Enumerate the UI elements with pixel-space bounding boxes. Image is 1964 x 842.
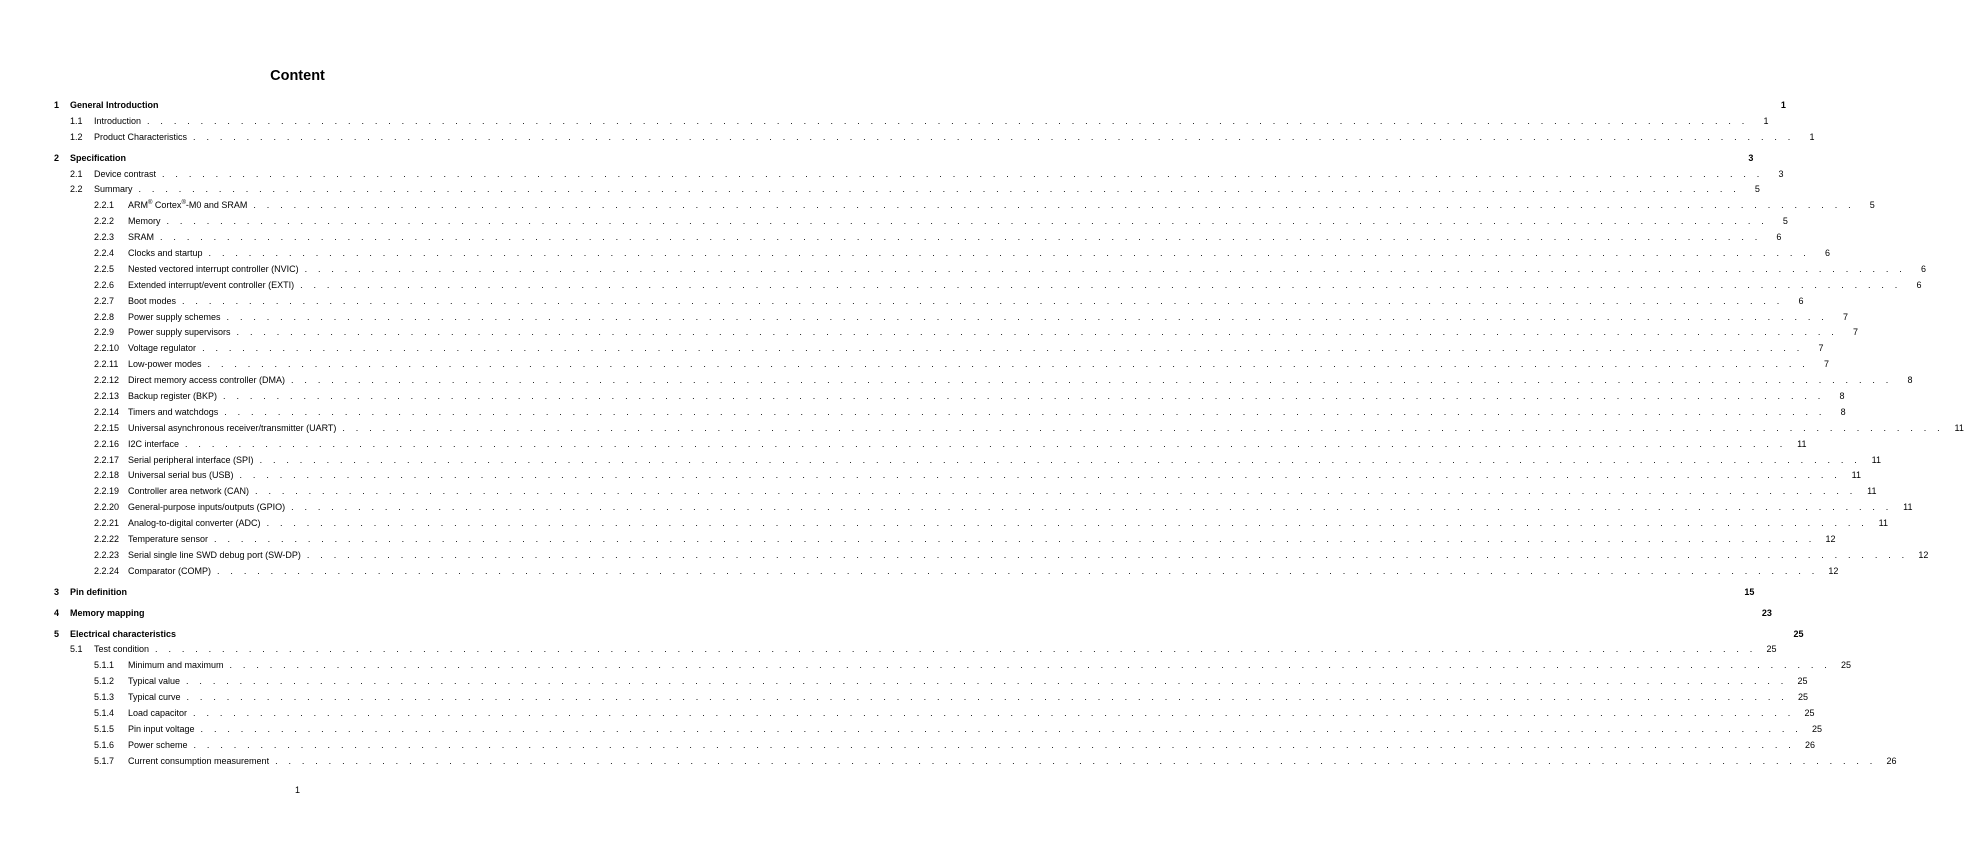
toc-entry-number: 5: [54, 628, 60, 639]
toc-dot-leader: . . . . . . . . . . . . . . . . . . . . . . . . . . . . . . . . . . . . . . . . . . . . . . . . . . . . . . . . . . . . . . . . . . . . . . . . . . . . . . . . . . . . . . . . . . . . . . . . . . . . . . . . . . . . . . . . . . . . . . . .: [255, 486, 1857, 497]
toc-subsection-entry[interactable]: [0, 389, 1845, 405]
toc-entry-number: 2.2.19: [94, 486, 120, 497]
toc-entry-page: 25: [1811, 723, 1822, 734]
toc-entry-number: 2.2: [70, 184, 83, 195]
toc-dot-leader: . . . . . . . . . . . . . . . . . . . . . . . . . . . . . . . . . . . . . . . . . . . . . . . . . . . . . . . . . . . . . . . . . . . . . . . . . . . . . . . . . . . . . . . . . . . . . . . . . . . . . . . . . . . . . . . . . . . . . . . .: [259, 454, 1861, 465]
toc-dot-leader: . . . . . . . . . . . . . . . . . . . . . . . . . . . . . . . . . . . . . . . . . . . . . . . . . . . . . . . . . . . . . . . . . . . . . . . . . . . . . . . . . . . . . . . . . . . . . . . . . . . . . . . . . . . . . . . . . . . . . . . .: [236, 327, 1838, 338]
toc-chapter-entry[interactable]: [0, 585, 1755, 601]
toc-entry-title: Typical value: [128, 676, 181, 687]
toc-chapter-entry[interactable]: [0, 627, 1804, 643]
toc-dot-leader: . . . . . . . . . . . . . . . . . . . . . . . . . . . . . . . . . . . . . . . . . . . . . . . . . . . . . . . . . . . . . . . . . . . . . . . . . . . . . . . . . . . . . . . . . . . . . . . . . . . . . . . . . . . . . . . . . . . . . . . .: [155, 644, 1757, 655]
toc-subsection-entry[interactable]: [0, 500, 1913, 516]
toc-dot-leader: . . . . . . . . . . . . . . . . . . . . . . . . . . . . . . . . . . . . . . . . . . . . . . . . . . . . . . . . . . . . . . . . . . . . . . . . . . . . . . . . . . . . . . . . . . . . . . . . . . . . . . . . . . . . . . . . . . . . . . . .: [291, 502, 1893, 513]
toc-dot-leader: . . . . . . . . . . . . . . . . . . . . . . . . . . . . . . . . . . . . . . . . . . . . . . . . . . . . . . . . . . . . . . . . . . . . . . . . . . . . . . . . . . . . . . . . . . . . . . . . . . . . . . . . . . . . . . . . . . . . . . . .: [224, 406, 1826, 417]
toc-dot-leader: . . . . . . . . . . . . . . . . . . . . . . . . . . . . . . . . . . . . . . . . . . . . . . . . . . . . . . . . . . . . . . . . . . . . . . . . . . . . . . . . . . . . . . . . . . . . . . . . . . . . . . . . . . . . . . . . . . . . . . . .: [186, 692, 1788, 703]
toc-entry-number: 5.1.5: [94, 723, 115, 734]
toc-dot-leader: . . . . . . . . . . . . . . . . . . . . . . . . . . . . . . . . . . . . . . . . . . . . . . . . . . . . . . . . . . . . . . . . . . . . . . . . . . . . . . . . . . . . . . . . . . . . . . . . . . . . . . . . . . . . . . . . . . . . . . . .: [160, 232, 1762, 243]
toc-section-entry[interactable]: [0, 130, 1815, 146]
toc-dot-leader: . . . . . . . . . . . . . . . . . . . . . . . . . . . . . . . . . . . . . . . . . . . . . . . . . . . . . . . . . . . . . . . . . . . . . . . . . . . . . . . . . . . . . . . . . . . . . . . . . . . . . . . . . . . . . . . . . . . . . . . .: [342, 422, 1944, 433]
toc-dot-leader: . . . . . . . . . . . . . . . . . . . . . . . . . . . . . . . . . . . . . . . . . . . . . . . . . . . . . . . . . . . . . . . . . . . . . . . . . . . . . . . . . . . . . . . . . . . . . . . . . . . . . . . . . . . . . . . . . . . . . . . .: [147, 115, 1749, 126]
toc-entry-number: 1: [54, 100, 60, 110]
toc-subsection-entry[interactable]: [0, 421, 1964, 437]
toc-entry-title: Universal serial bus (USB): [128, 470, 234, 481]
toc-subsection-entry[interactable]: [0, 516, 1888, 532]
toc-entry-page: 8: [1840, 406, 1846, 417]
toc-subsection-entry[interactable]: [0, 564, 1839, 580]
toc-entry-page: 6: [1920, 263, 1926, 274]
toc-dot-leader: . . . . . . . . . . . . . . . . . . . . . . . . . . . . . . . . . . . . . . . . . . . . . . . . . . . . . . . . . . . . . . . . . . . . . . . . . . . . . . . . . . . . . . . . . . . . . . . . . . . . . . . . . . . . . . . . . . . . . . . .: [200, 723, 1802, 734]
toc-entry-title: Typical curve: [128, 692, 181, 703]
toc-dot-leader: . . . . . . . . . . . . . . . . . . . . . . . . . . . . . . . . . . . . . . . . . . . . . . . . . . . . . . . . . . . . . . . . . . . . . . . . . . . . . . . . . . . . . . . . . . . . . . . . . . . . . . . . . . . . . . . . . . . . . . . .: [214, 534, 1816, 545]
toc-section-entry[interactable]: [0, 114, 1769, 130]
table-of-contents: [0, 98, 1964, 770]
toc-entry-page: 6: [1824, 248, 1830, 259]
toc-entry-page: 23: [1761, 607, 1772, 618]
toc-entry-number: 4: [54, 607, 60, 618]
toc-subsection-entry[interactable]: [0, 722, 1822, 738]
toc-section-entry[interactable]: [0, 642, 1777, 658]
toc-entry-title: Universal asynchronous receiver/transmitter (UART): [128, 422, 337, 433]
toc-entry-title: General-purpose inputs/outputs (GPIO): [128, 502, 286, 513]
toc-entry-page: 1: [1809, 131, 1815, 142]
toc-subsection-entry[interactable]: [0, 468, 1861, 484]
toc-dot-leader: . . . . . . . . . . . . . . . . . . . . . . . . . . . . . . . . . . . . . . . . . . . . . . . . . . . . . . . . . . . . . . . . . . . . . . . . . . . . . . . . . . . . . . . . . . . . . . . . . . . . . . . . . . . . . . . . . . . . . . . .: [223, 391, 1825, 402]
toc-entry-number: 2.2.7: [94, 295, 115, 306]
toc-subsection-entry[interactable]: [0, 278, 1922, 294]
toc-entry-title: Introduction: [94, 115, 142, 126]
toc-entry-title: Nested vectored interrupt controller (NVIC): [128, 263, 299, 274]
toc-dot-leader: . . . . . . . . . . . . . . . . . . . . . . . . . . . . . . . . . . . . . . . . . . . . . . . . . . . . . . . . . . . . . . . . . . . . . . . . . . . . . . . . . . . . . . . . . . . . . . . . . . . . . . . . . . . . . . . . . . . . . . . .: [193, 739, 1795, 750]
toc-entry-title: Extended interrupt/event controller (EXTI): [128, 279, 295, 290]
toc-entry-page: 25: [1766, 644, 1777, 655]
toc-entry-number: 2.2.5: [94, 263, 115, 274]
toc-dot-leader: . . . . . . . . . . . . . . . . . . . . . . . . . . . . . . . . . . . . . . . . . . . . . . . . . . . . . . . . . . . . . . . . . . . . . . . . . . . . . . . . . . . . . . . . . . . . . . . . . . . . . . . . . . . . . . . . . . . . . . . .: [217, 565, 1819, 576]
toc-entry-page: 1: [1763, 115, 1769, 126]
toc-entry-title: SRAM: [128, 232, 155, 243]
toc-entry-number: 2.2.9: [94, 327, 115, 338]
toc-entry-title: Pin definition: [70, 586, 127, 597]
toc-entry-title: Product Characteristics: [94, 131, 188, 142]
toc-entry-page: 8: [1907, 375, 1913, 386]
toc-entry-page: 26: [1804, 739, 1815, 750]
toc-entry-number: 5.1.7: [94, 755, 115, 766]
toc-entry-title: Electrical characteristics: [70, 628, 177, 639]
toc-entry-page: 12: [1918, 549, 1929, 560]
toc-entry-number: 5.1.1: [94, 660, 115, 671]
toc-dot-leader: . . . . . . . . . . . . . . . . . . . . . . . . . . . . . . . . . . . . . . . . . . . . . . . . . . . . . . . . . . . . . . . . . . . . . . . . . . . . . . . . . . . . . . . . . . . . . . . . . . . . . . . . . . . . . . . . . . . . . . . .: [275, 755, 1877, 766]
toc-section-entry[interactable]: [0, 182, 1760, 198]
toc-entry-page: 11: [1851, 470, 1861, 481]
toc-entry-title: Test condition: [94, 644, 150, 655]
toc-subsection-entry[interactable]: [0, 690, 1808, 706]
toc-entry-number: 2.2.2: [94, 216, 115, 227]
toc-entry-page: 25: [1797, 676, 1808, 687]
toc-dot-leader: . . . . . . . . . . . . . . . . . . . . . . . . . . . . . . . . . . . . . . . . . . . . . . . . . . . . . . . . . . . . . . . . . . . . . . . . . . . . . . . . . . . . . . . . . . . . . . . . . . . . . . . . . . . . . . . . . . . . . . . .: [253, 200, 1855, 211]
toc-subsection-entry[interactable]: [0, 214, 1788, 230]
toc-dot-leader: . . . . . . . . . . . . . . . . . . . . . . . . . . . . . . . . . . . . . . . . . . . . . . . . . . . . . . . . . . . . . . . . . . . . . . . . . . . . . . . . . . . . . . . . . . . . . . . . . . . . . . . . . . . . . . . . . . . . . . . .: [291, 375, 1893, 386]
toc-chapter-entry[interactable]: [0, 606, 1772, 622]
toc-section-entry[interactable]: [0, 167, 1784, 183]
toc-entry-title: Device contrast: [94, 168, 157, 179]
toc-dot-leader: . . . . . . . . . . . . . . . . . . . . . . . . . . . . . . . . . . . . . . . . . . . . . . . . . . . . . . . . . . . . . . . . . . . . . . . . . . . . . . . . . . . . . . . . . . . . . . . . . . . . . . . . . . . . . . . . . . . . . . . .: [300, 279, 1902, 290]
toc-entry-number: 5.1.3: [94, 692, 115, 703]
toc-entry-title: I2C interface: [128, 438, 180, 449]
toc-subsection-entry[interactable]: [0, 548, 1929, 564]
toc-entry-page: 3: [1778, 168, 1784, 179]
toc-entry-title: Serial peripheral interface (SPI): [128, 454, 254, 465]
toc-entry-number: 2.2.22: [94, 534, 120, 545]
toc-dot-leader: . . . . . . . . . . . . . . . . . . . . . . . . . . . . . . . . . . . . . . . . . . . . . . . . . . . . . . . . . . . . . . . . . . . . . . . . . . . . . . . . . . . . . . . . . . . . . . . . . . . . . . . . . . . . . . . . . . . . . . . .: [166, 216, 1768, 227]
toc-dot-leader: . . . . . . . . . . . . . . . . . . . . . . . . . . . . . . . . . . . . . . . . . . . . . . . . . . . . . . . . . . . . . . . . . . . . . . . . . . . . . . . . . . . . . . . . . . . . . . . . . . . . . . . . . . . . . . . . . . . . . . . .: [226, 311, 1828, 322]
toc-subsection-entry[interactable]: [0, 437, 1807, 453]
toc-subsection-entry[interactable]: [0, 230, 1782, 246]
toc-entry-page: 25: [1804, 707, 1815, 718]
toc-entry-number: 5.1.4: [94, 707, 115, 718]
toc-chapter-entry[interactable]: [0, 98, 1786, 114]
toc-entry-title: Memory mapping: [70, 607, 145, 618]
toc-entry-title: Load capacitor: [128, 707, 188, 718]
toc-entry-page: 12: [1825, 534, 1836, 545]
toc-entry-number: 2.1: [70, 168, 83, 179]
toc-entry-title: General Introduction: [70, 100, 159, 110]
toc-subsection-entry[interactable]: [0, 738, 1815, 754]
toc-entry-title: Low-power modes: [128, 359, 202, 370]
toc-entry-title: Minimum and maximum: [128, 660, 224, 671]
toc-entry-number: 2.2.18: [94, 470, 120, 481]
toc-entry-title: Pin input voltage: [128, 723, 195, 734]
toc-dot-leader: . . . . . . . . . . . . . . . . . . . . . . . . . . . . . . . . . . . . . . . . . . . . . . . . . . . . . . . . . . . . . . . . . . . . . . . . . . . . . . . . . . . . . . . . . . . . . . . . . . . . . . . . . . . . . . . . . . . . . . . .: [306, 549, 1909, 560]
toc-entry-title: Summary: [94, 184, 133, 195]
toc-subsection-entry[interactable]: [0, 341, 1824, 357]
toc-dot-leader: . . . . . . . . . . . . . . . . . . . . . . . . . . . . . . . . . . . . . . . . . . . . . . . . . . . . . . . . . . . . . . . . . . . . . . . . . . . . . . . . . . . . . . . . . . . . . . . . . . . . . . . . . . . . . . . . . . . . . . . .: [138, 184, 1740, 195]
toc-chapter-entry[interactable]: [0, 151, 1754, 167]
toc-entry-number: 2.2.8: [94, 311, 115, 322]
toc-subsection-entry[interactable]: [0, 373, 1913, 389]
toc-entry-page: 7: [1852, 327, 1858, 338]
toc-subsection-entry[interactable]: [0, 405, 1846, 421]
toc-subsection-entry[interactable]: [0, 310, 1848, 326]
toc-dot-leader: . . . . . . . . . . . . . . . . . . . . . . . . . . . . . . . . . . . . . . . . . . . . . . . . . . . . . . . . . . . . . . . . . . . . . . . . . . . . . . . . . . . . . . . . . . . . . . . . . . . . . . . . . . . . . . . . . . . . . . . .: [304, 263, 1906, 274]
toc-subsection-entry[interactable]: [0, 484, 1877, 500]
toc-dot-leader: . . . . . . . . . . . . . . . . . . . . . . . . . . . . . . . . . . . . . . . . . . . . . . . . . . . . . . . . . . . . . . . . . . . . . . . . . . . . . . . . . . . . . . . . . . . . . . . . . . . . . . . . . . . . . . . . . . . . . . . .: [208, 248, 1810, 259]
toc-dot-leader: . . . . . . . . . . . . . . . . . . . . . . . . . . . . . . . . . . . . . . . . . . . . . . . . . . . . . . . . . . . . . . . . . . . . . . . . . . . . . . . . . . . . . . . . . . . . . . . . . . . . . . . . . . . . . . . . . . . . . . . .: [207, 359, 1809, 370]
toc-entry-page: 5: [1782, 216, 1788, 227]
toc-entry-title: Memory: [128, 216, 161, 227]
toc-subsection-entry[interactable]: [0, 357, 1829, 373]
toc-entry-title: Analog-to-digital converter (ADC): [128, 518, 261, 529]
toc-entry-page: 6: [1776, 232, 1782, 243]
toc-entry-number: 1.1: [70, 115, 83, 126]
toc-entry-title: Voltage regulator: [128, 343, 197, 354]
toc-entry-title: Clocks and startup: [128, 248, 203, 259]
toc-entry-number: 2.2.3: [94, 232, 115, 243]
toc-entry-number: 3: [54, 586, 60, 597]
toc-entry-title: Timers and watchdogs: [128, 406, 219, 417]
page-number-footer: 1: [294, 785, 300, 795]
toc-entry-page: 12: [1828, 565, 1839, 576]
toc-subsection-entry[interactable]: [0, 325, 1858, 341]
toc-entry-page: 25: [1793, 628, 1804, 639]
toc-dot-leader: . . . . . . . . . . . . . . . . . . . . . . . . . . . . . . . . . . . . . . . . . . . . . . . . . . . . . . . . . . . . . . . . . . . . . . . . . . . . . . . . . . . . . . . . . . . . . . . . . . . . . . . . . . . . . . . . . . . . . . . .: [193, 707, 1795, 718]
toc-entry-number: 2: [54, 152, 60, 163]
toc-subsection-entry[interactable]: [0, 246, 1830, 262]
toc-entry-page: 5: [1754, 184, 1760, 195]
toc-entry-title: Temperature sensor: [128, 534, 209, 545]
toc-entry-number: 2.2.12: [94, 375, 120, 386]
toc-entry-number: 2.2.20: [94, 502, 120, 513]
toc-subsection-entry[interactable]: [0, 754, 1897, 770]
toc-entry-page: 7: [1818, 343, 1824, 354]
toc-subsection-entry[interactable]: [0, 658, 1851, 674]
toc-dot-leader: . . . . . . . . . . . . . . . . . . . . . . . . . . . . . . . . . . . . . . . . . . . . . . . . . . . . . . . . . . . . . . . . . . . . . . . . . . . . . . . . . . . . . . . . . . . . . . . . . . . . . . . . . . . . . . . . . . . . . . . .: [202, 343, 1804, 354]
toc-entry-number: 2.2.6: [94, 279, 115, 290]
toc-entry-number: 2.2.23: [94, 549, 120, 560]
toc-subsection-entry[interactable]: [0, 532, 1836, 548]
toc-entry-title: Power supply supervisors: [128, 327, 231, 338]
toc-entry-title: Power supply schemes: [128, 311, 221, 322]
toc-subsection-entry[interactable]: [0, 453, 1881, 469]
toc-entry-title: Power scheme: [128, 739, 188, 750]
toc-subsection-entry[interactable]: [0, 706, 1815, 722]
toc-entry-number: 2.2.10: [94, 343, 120, 354]
toc-entry-number: 2.2.11: [94, 359, 119, 370]
toc-entry-page: 11: [1867, 486, 1877, 497]
toc-entry-number: 2.2.15: [94, 422, 120, 433]
toc-entry-title: Serial single line SWD debug port (SW-DP): [128, 549, 301, 560]
toc-entry-page: 11: [1954, 422, 1964, 433]
toc-dot-leader: . . . . . . . . . . . . . . . . . . . . . . . . . . . . . . . . . . . . . . . . . . . . . . . . . . . . . . . . . . . . . . . . . . . . . . . . . . . . . . . . . . . . . . . . . . . . . . . . . . . . . . . . . . . . . . . . . . . . . . . .: [162, 168, 1764, 179]
toc-entry-title: ARM® Cortex®-M0 and SRAM: [128, 200, 248, 211]
toc-entry-page: 7: [1823, 359, 1829, 370]
toc-entry-number: 1.2: [70, 131, 83, 142]
page-title: Content: [270, 68, 325, 84]
toc-entry-page: 11: [1797, 438, 1807, 449]
toc-entry-number: 5.1: [70, 644, 83, 655]
toc-subsection-entry[interactable]: [0, 294, 1804, 310]
toc-dot-leader: . . . . . . . . . . . . . . . . . . . . . . . . . . . . . . . . . . . . . . . . . . . . . . . . . . . . . . . . . . . . . . . . . . . . . . . . . . . . . . . . . . . . . . . . . . . . . . . . . . . . . . . . . . . . . . . . . . . . . . . .: [239, 470, 1841, 481]
toc-entry-page: 6: [1798, 295, 1804, 306]
toc-entry-title: Current consumption measurement: [128, 755, 270, 766]
toc-entry-page: 25: [1797, 692, 1808, 703]
toc-entry-page: 11: [1903, 502, 1913, 513]
toc-subsection-entry[interactable]: [0, 262, 1926, 278]
toc-entry-page: 7: [1842, 311, 1848, 322]
toc-entry-number: 2.2.4: [94, 248, 115, 259]
toc-entry-page: 11: [1871, 454, 1881, 465]
toc-entry-page: 6: [1916, 279, 1922, 290]
toc-entry-page: 3: [1748, 152, 1754, 163]
toc-entry-page: 15: [1744, 586, 1755, 597]
toc-dot-leader: . . . . . . . . . . . . . . . . . . . . . . . . . . . . . . . . . . . . . . . . . . . . . . . . . . . . . . . . . . . . . . . . . . . . . . . . . . . . . . . . . . . . . . . . . . . . . . . . . . . . . . . . . . . . . . . . . . . . . . . .: [186, 676, 1788, 687]
toc-entry-number: 5.1.2: [94, 676, 115, 687]
toc-entry-title: Backup register (BKP): [128, 391, 218, 402]
toc-entry-title: Boot modes: [128, 295, 177, 306]
toc-entry-title: Specification: [70, 152, 127, 163]
toc-subsection-entry[interactable]: [0, 674, 1808, 690]
toc-entry-page: 8: [1839, 391, 1845, 402]
toc-dot-leader: . . . . . . . . . . . . . . . . . . . . . . . . . . . . . . . . . . . . . . . . . . . . . . . . . . . . . . . . . . . . . . . . . . . . . . . . . . . . . . . . . . . . . . . . . . . . . . . . . . . . . . . . . . . . . . . . . . . . . . . .: [229, 660, 1831, 671]
toc-dot-leader: . . . . . . . . . . . . . . . . . . . . . . . . . . . . . . . . . . . . . . . . . . . . . . . . . . . . . . . . . . . . . . . . . . . . . . . . . . . . . . . . . . . . . . . . . . . . . . . . . . . . . . . . . . . . . . . . . . . . . . . .: [193, 131, 1795, 142]
toc-entry-number: 2.2.21: [94, 518, 120, 529]
toc-entry-number: 2.2.1: [94, 200, 115, 211]
toc-entry-title: Controller area network (CAN): [128, 486, 250, 497]
toc-entry-number: 2.2.14: [94, 406, 120, 417]
toc-entry-number: 2.2.24: [94, 565, 120, 576]
toc-entry-number: 2.2.17: [94, 454, 120, 465]
toc-entry-number: 5.1.6: [94, 739, 115, 750]
toc-entry-page: 25: [1840, 660, 1851, 671]
toc-dot-leader: . . . . . . . . . . . . . . . . . . . . . . . . . . . . . . . . . . . . . . . . . . . . . . . . . . . . . . . . . . . . . . . . . . . . . . . . . . . . . . . . . . . . . . . . . . . . . . . . . . . . . . . . . . . . . . . . . . . . . . . .: [185, 438, 1787, 449]
toc-entry-page: 5: [1869, 200, 1875, 211]
toc-entry-page: 11: [1878, 518, 1888, 529]
toc-entry-title: Direct memory access controller (DMA): [128, 375, 286, 386]
toc-dot-leader: . . . . . . . . . . . . . . . . . . . . . . . . . . . . . . . . . . . . . . . . . . . . . . . . . . . . . . . . . . . . . . . . . . . . . . . . . . . . . . . . . . . . . . . . . . . . . . . . . . . . . . . . . . . . . . . . . . . . . . . .: [182, 295, 1784, 306]
toc-subsection-entry[interactable]: [0, 198, 1875, 214]
toc-entry-page: 1: [1780, 100, 1786, 110]
toc-entry-number: 2.2.13: [94, 391, 120, 402]
toc-dot-leader: . . . . . . . . . . . . . . . . . . . . . . . . . . . . . . . . . . . . . . . . . . . . . . . . . . . . . . . . . . . . . . . . . . . . . . . . . . . . . . . . . . . . . . . . . . . . . . . . . . . . . . . . . . . . . . . . . . . . . . . .: [266, 518, 1868, 529]
toc-entry-number: 2.2.16: [94, 438, 120, 449]
toc-entry-title: Comparator (COMP): [128, 565, 212, 576]
toc-entry-page: 26: [1886, 755, 1897, 766]
